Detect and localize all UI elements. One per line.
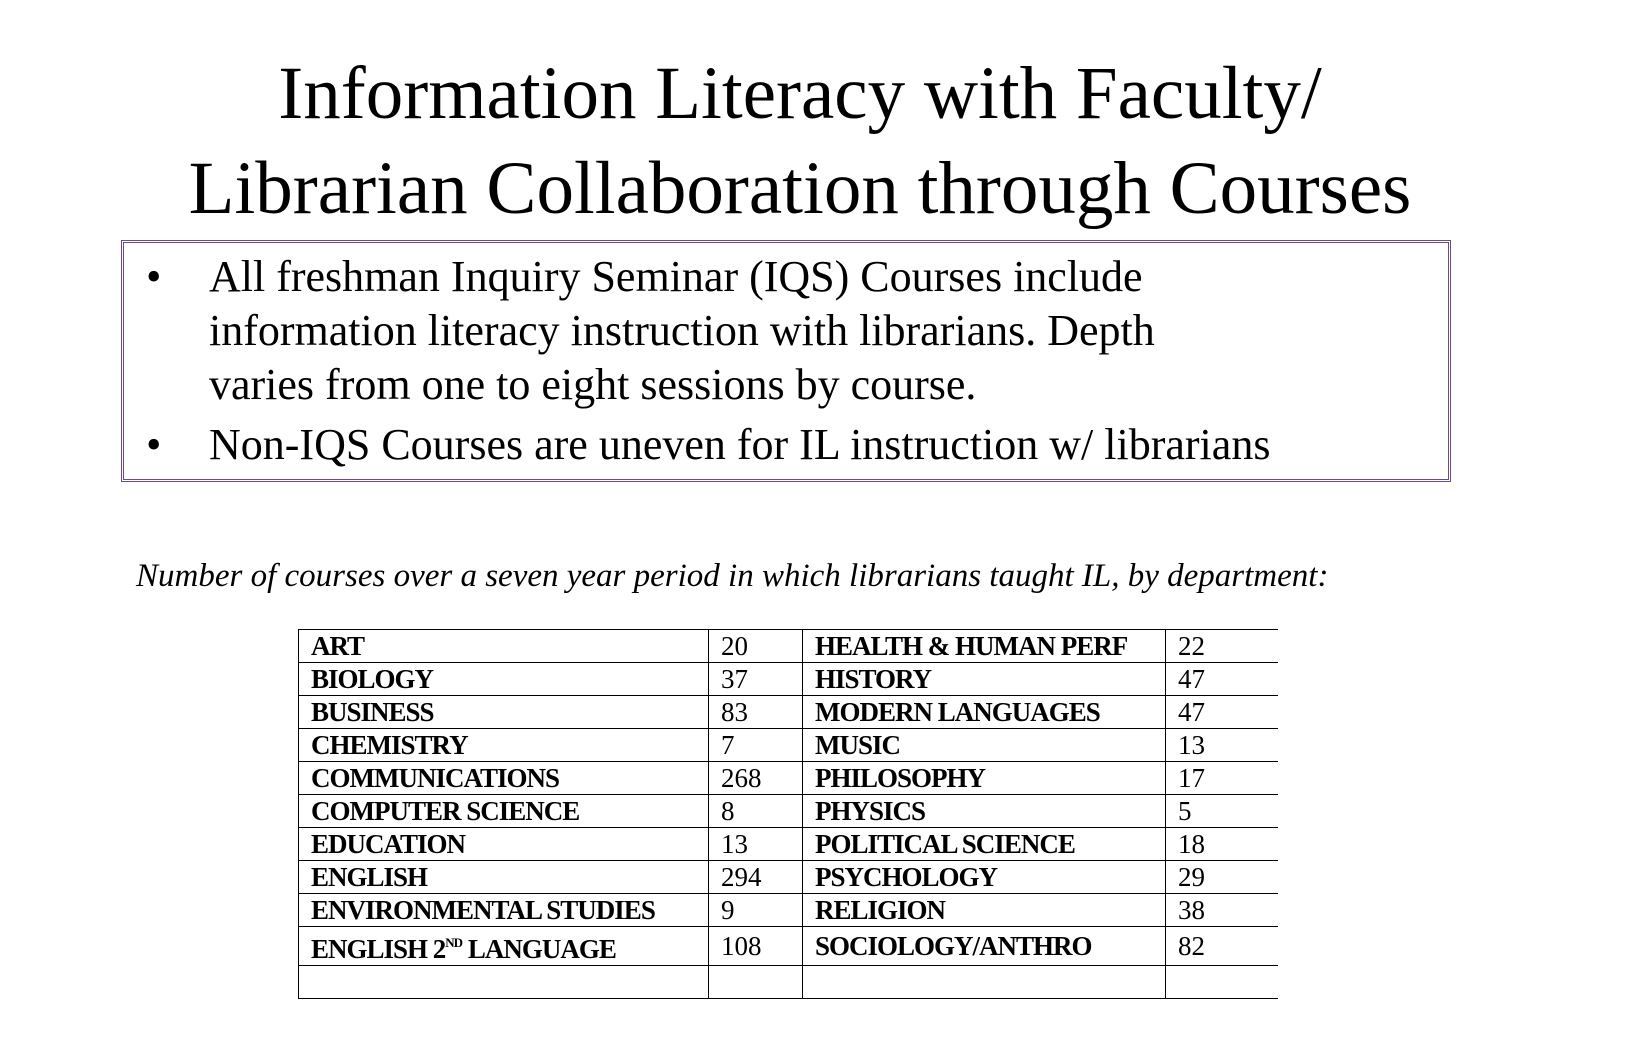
course-count-cell bbox=[1166, 828, 1278, 861]
table-row bbox=[299, 729, 1278, 762]
course-count-cell-text: 108 bbox=[721, 931, 762, 961]
course-count-cell-text: 47 bbox=[1178, 697, 1205, 727]
slide-title bbox=[100, 46, 1500, 236]
course-count-cell-text: 5 bbox=[1178, 796, 1192, 826]
course-count-cell bbox=[709, 762, 803, 795]
department-name-cell bbox=[299, 696, 709, 729]
course-count-cell-text: 9 bbox=[721, 895, 735, 925]
department-name-cell bbox=[299, 630, 709, 663]
department-name-cell-text: PSYCHOLOGY bbox=[815, 862, 998, 892]
course-count-cell bbox=[709, 927, 803, 966]
department-name-cell-text: ENGLISH bbox=[311, 862, 428, 892]
course-count-cell-text: 18 bbox=[1178, 829, 1205, 859]
bullet-box bbox=[121, 240, 1451, 482]
course-count-cell-text: 82 bbox=[1178, 931, 1205, 961]
department-name-cell-text: COMMUNICATIONS bbox=[311, 763, 559, 793]
department-name-cell bbox=[803, 762, 1166, 795]
course-count-cell bbox=[1166, 663, 1278, 696]
department-name-cell-text: PHYSICS bbox=[815, 796, 926, 826]
department-name-cell-text: MODERN LANGUAGES bbox=[815, 697, 1100, 727]
course-count-cell bbox=[709, 861, 803, 894]
course-count-cell-text: 13 bbox=[721, 829, 748, 859]
course-count-cell-text: 8 bbox=[721, 796, 735, 826]
department-name-cell bbox=[803, 696, 1166, 729]
course-count-cell bbox=[709, 894, 803, 927]
table-row bbox=[299, 630, 1278, 663]
department-name-cell bbox=[803, 894, 1166, 927]
course-count-cell bbox=[709, 696, 803, 729]
department-name-cell-text: COMPUTER SCIENCE bbox=[311, 796, 580, 826]
department-name-cell bbox=[299, 927, 709, 966]
table-row bbox=[299, 762, 1278, 795]
department-name-cell-text: ENVIRONMENTAL STUDIES bbox=[311, 895, 655, 925]
ordinal-superscript: ND bbox=[445, 935, 463, 950]
course-count-cell-text: 29 bbox=[1178, 862, 1205, 892]
course-count-cell bbox=[1166, 696, 1278, 729]
course-count-cell-text: 22 bbox=[1178, 631, 1205, 661]
title-line-1: Information Literacy with Faculty/ bbox=[278, 52, 1322, 135]
table-row bbox=[299, 927, 1278, 966]
department-name-cell-text: EDUCATION bbox=[311, 829, 466, 859]
course-count-cell-text: 38 bbox=[1178, 895, 1205, 925]
bullet-item bbox=[134, 418, 1444, 472]
course-count-cell bbox=[1166, 966, 1278, 999]
course-count-cell-text: 294 bbox=[721, 862, 762, 892]
department-name-cell-text: SOCIOLOGY/ANTHRO bbox=[815, 931, 1092, 961]
department-table-body bbox=[299, 630, 1278, 999]
course-count-cell bbox=[709, 663, 803, 696]
course-count-cell bbox=[1166, 762, 1278, 795]
table-caption: Number of courses over a seven year period in which librarians taught IL, by department: bbox=[136, 558, 1329, 594]
course-count-cell bbox=[709, 828, 803, 861]
course-count-cell bbox=[709, 729, 803, 762]
department-name-cell-text: CHEMISTRY bbox=[311, 730, 468, 760]
department-name-cell-text: RELIGION bbox=[815, 895, 946, 925]
department-name-suffix: LANGUAGE bbox=[462, 934, 616, 964]
course-count-cell-text: 47 bbox=[1178, 664, 1205, 694]
department-name-cell-text: BIOLOGY bbox=[311, 664, 434, 694]
course-count-cell bbox=[1166, 729, 1278, 762]
table-row bbox=[299, 966, 1278, 999]
department-name-cell bbox=[803, 729, 1166, 762]
course-count-cell bbox=[709, 966, 803, 999]
department-name-cell bbox=[299, 966, 709, 999]
department-name-cell bbox=[803, 828, 1166, 861]
course-count-cell-text: 268 bbox=[721, 763, 762, 793]
table-row bbox=[299, 894, 1278, 927]
department-name-cell bbox=[299, 795, 709, 828]
table-row bbox=[299, 861, 1278, 894]
department-name-cell-text: PHILOSOPHY bbox=[815, 763, 986, 793]
department-name-cell-text: ENGLISH 2 bbox=[311, 934, 446, 964]
department-name-cell-text: MUSIC bbox=[815, 730, 901, 760]
department-name-cell bbox=[299, 663, 709, 696]
course-count-cell-text: 13 bbox=[1178, 730, 1205, 760]
department-name-cell bbox=[299, 762, 709, 795]
table-row bbox=[299, 696, 1278, 729]
table-row bbox=[299, 795, 1278, 828]
department-name-cell bbox=[299, 729, 709, 762]
department-table bbox=[298, 629, 1278, 999]
bullet-text: All freshman Inquiry Seminar (IQS) Courses include information literacy instruction with librarians. Depth varies from one to eight sessions by course. bbox=[209, 252, 1155, 409]
department-name-cell bbox=[299, 861, 709, 894]
course-count-cell-text: 83 bbox=[721, 697, 748, 727]
bullet-dot-icon: • bbox=[146, 252, 162, 301]
course-count-cell-text: 37 bbox=[721, 664, 748, 694]
department-name-cell bbox=[803, 663, 1166, 696]
course-count-cell-text: 7 bbox=[721, 730, 735, 760]
course-count-cell bbox=[709, 630, 803, 663]
department-name-cell-text: HISTORY bbox=[815, 664, 932, 694]
course-count-cell bbox=[1166, 894, 1278, 927]
department-name-cell bbox=[803, 927, 1166, 966]
table-row bbox=[299, 828, 1278, 861]
department-name-cell bbox=[803, 630, 1166, 663]
course-count-cell bbox=[1166, 927, 1278, 966]
department-name-cell bbox=[803, 795, 1166, 828]
department-name-cell-text: BUSINESS bbox=[311, 697, 434, 727]
department-name-cell-text: HEALTH & HUMAN PERF bbox=[815, 631, 1128, 661]
course-count-cell bbox=[1166, 861, 1278, 894]
course-count-cell-text: 17 bbox=[1178, 763, 1205, 793]
bullet-dot-icon: • bbox=[146, 420, 162, 469]
bullet-text: Non-IQS Courses are uneven for IL instruction w/ librarians bbox=[209, 420, 1271, 469]
department-name-cell-text: POLITICAL SCIENCE bbox=[815, 829, 1075, 859]
department-name-cell bbox=[803, 861, 1166, 894]
title-line-2: Librarian Collaboration through Courses bbox=[188, 147, 1412, 230]
department-name-cell bbox=[299, 894, 709, 927]
course-count-cell-text: 20 bbox=[721, 631, 748, 661]
department-name-cell-text: ART bbox=[311, 631, 365, 661]
course-count-cell bbox=[709, 795, 803, 828]
table-row bbox=[299, 663, 1278, 696]
department-name-cell bbox=[803, 966, 1166, 999]
department-name-cell bbox=[299, 828, 709, 861]
course-count-cell bbox=[1166, 795, 1278, 828]
course-count-cell bbox=[1166, 630, 1278, 663]
bullet-item bbox=[134, 250, 1444, 412]
